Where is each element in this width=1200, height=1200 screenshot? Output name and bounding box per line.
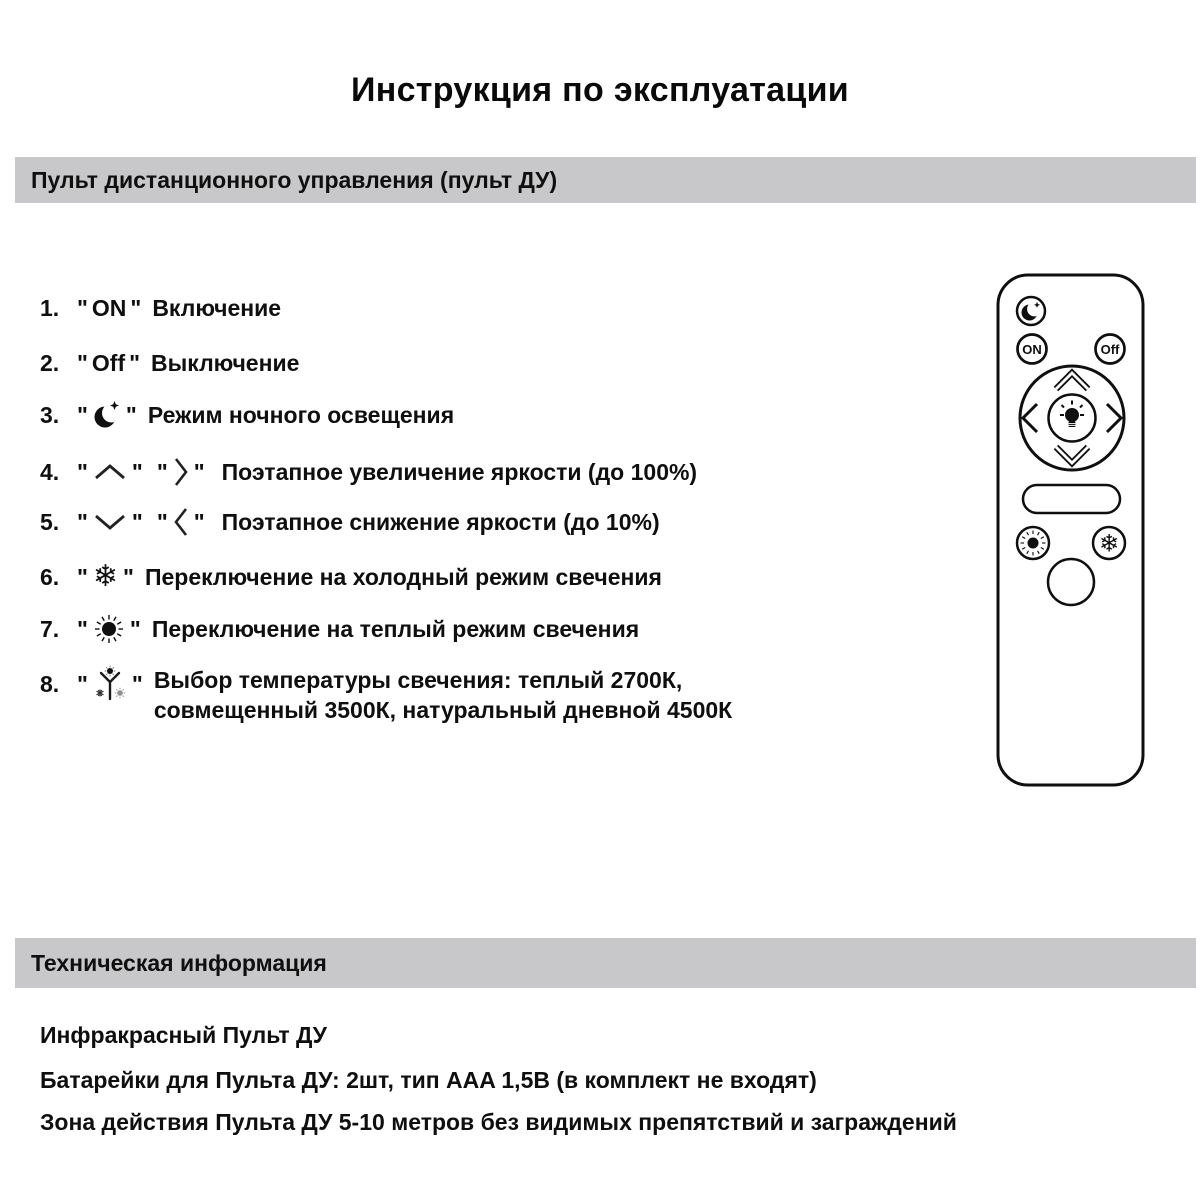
page-title: Инструкция по эксплуатации <box>351 71 849 109</box>
list-item-night-mode <box>40 400 454 430</box>
quote-mark: " <box>156 509 168 535</box>
quote-mark: " <box>77 295 88 321</box>
snowflake-icon: ❄︎ <box>1098 529 1120 558</box>
on-button-label: ON <box>1022 342 1042 357</box>
item-label-line1: Выбор температуры свечения: теплый 2700К, <box>153 667 683 693</box>
temp-select-icon <box>93 665 127 703</box>
list-item-brightness-down <box>40 505 660 539</box>
item-label: Режим ночного освещения <box>147 402 455 428</box>
list-item-brightness-up <box>40 455 697 489</box>
on-key-label: ON <box>91 295 127 321</box>
sun-icon <box>93 613 125 645</box>
item-number: 6. <box>40 564 60 590</box>
off-key-label: Off <box>91 350 126 376</box>
chevron-right-icon <box>173 455 189 489</box>
quote-mark: " <box>193 459 205 485</box>
chevron-left-icon <box>173 505 189 539</box>
quote-mark: " <box>77 402 88 428</box>
quote-mark: " <box>77 350 88 376</box>
item-number: 2. <box>40 350 60 376</box>
quote-mark: " <box>77 459 88 485</box>
tech-line-range: Зона действия Пульта ДУ 5-10 метров без видимых препятствий и заграждений <box>40 1109 957 1135</box>
item-number: 1. <box>40 295 60 321</box>
tech-line-batteries: Батарейки для Пульта ДУ: 2шт, тип AAA 1,5В (в комплект не входят) <box>40 1067 817 1093</box>
quote-mark: " <box>129 350 141 376</box>
list-item-cold-mode <box>40 559 662 594</box>
quote-mark: " <box>131 509 143 535</box>
tech-line-ir: Инфракрасный Пульт ДУ <box>40 1022 327 1048</box>
quote-mark: " <box>156 459 168 485</box>
item-number: 4. <box>40 459 60 485</box>
quote-mark: " <box>125 402 137 428</box>
item-label: Включение <box>152 295 282 321</box>
item-label: Поэтапное снижение яркости (до 10%) <box>221 509 660 535</box>
quote-mark: " <box>131 459 143 485</box>
item-label: Переключение на теплый режим свечения <box>151 616 640 642</box>
item-number: 5. <box>40 509 60 535</box>
off-button-label: Off <box>1100 342 1120 357</box>
quote-mark: " <box>77 671 88 697</box>
item-number: 7. <box>40 616 60 642</box>
item-label: Поэтапное увеличение яркости (до 100%) <box>221 459 698 485</box>
list-item-color-temp <box>40 665 732 725</box>
quote-mark: " <box>130 295 142 321</box>
section-header-tech-label: Техническая информация <box>31 949 327 976</box>
snowflake-icon: ❄︎ <box>92 559 119 594</box>
item-label: Переключение на холодный режим свечения <box>144 564 662 590</box>
list-item-on <box>40 293 281 323</box>
quote-mark: " <box>77 564 88 590</box>
item-label-line2: совмещенный 3500К, натуральный дневной 4500К <box>153 697 733 723</box>
extra-button <box>1048 559 1094 605</box>
remote-body <box>998 275 1143 785</box>
chevron-up-icon <box>93 463 127 481</box>
section-header-remote <box>15 157 1196 203</box>
chevron-down-icon <box>93 513 127 531</box>
quote-mark: " <box>77 509 88 535</box>
moon-icon <box>93 400 121 430</box>
quote-mark: " <box>131 671 143 697</box>
quote-mark: " <box>193 509 205 535</box>
section-header-remote-label: Пульт дистанционного управления (пульт ДУ) <box>31 166 558 193</box>
warm-button <box>1017 527 1049 559</box>
list-item-warm-mode <box>40 613 639 645</box>
quote-mark: " <box>77 616 88 642</box>
quote-mark: " <box>123 564 134 590</box>
quote-mark: " <box>129 616 141 642</box>
item-label: Выключение <box>151 350 300 376</box>
item-number: 8. <box>40 671 60 697</box>
remote-control-illustration <box>996 273 1145 787</box>
list-item-off <box>40 348 299 378</box>
pill-button <box>1023 485 1120 513</box>
item-number: 3. <box>40 402 60 428</box>
section-header-tech <box>15 938 1196 988</box>
